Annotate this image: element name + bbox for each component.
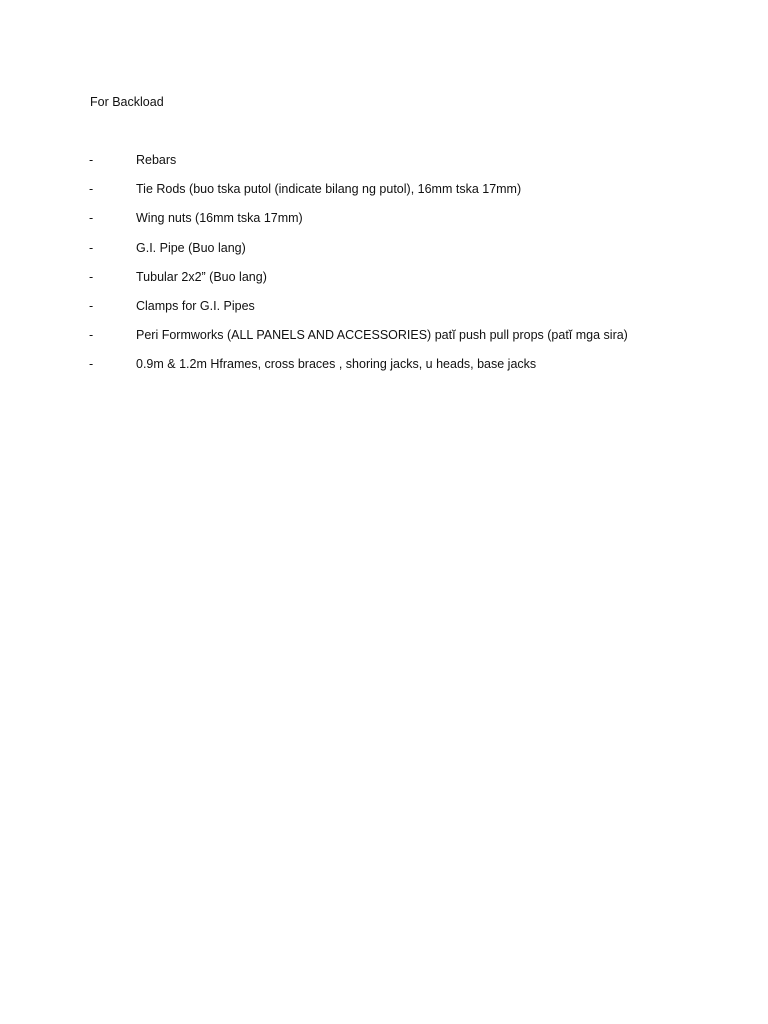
- list-bullet: -: [89, 240, 94, 255]
- list-item-text: 0.9m & 1.2m Hframes, cross braces , shoring jacks, u heads, base jacks: [136, 357, 537, 372]
- list-item-text: Wing nuts (16mm tska 17mm): [136, 211, 303, 226]
- document-heading: For Backload: [90, 95, 164, 109]
- backload-list: [0, 152, 768, 386]
- list-item: [0, 356, 768, 385]
- list-item-text: Tie Rods (buo tska putol (indicate bilang ng putol), 16mm tska 17mm): [136, 182, 522, 197]
- list-item: [0, 152, 768, 181]
- list-bullet: -: [89, 298, 94, 313]
- list-item-text: G.I. Pipe (Buo lang): [136, 240, 246, 255]
- list-item: [0, 298, 768, 327]
- list-bullet: -: [89, 153, 94, 167]
- list-bullet: -: [89, 357, 94, 372]
- list-bullet: -: [89, 182, 94, 197]
- list-item: [0, 210, 768, 239]
- list-item: [0, 240, 768, 269]
- list-item: [0, 181, 768, 210]
- list-item-text: Rebars: [136, 153, 177, 167]
- list-item-text: Peri Formworks (ALL PANELS AND ACCESSORIES) patĭ push pull props (patĭ mga sira): [136, 328, 628, 343]
- list-item: [0, 269, 768, 298]
- list-item-text: Tubular 2x2” (Buo lang): [136, 269, 267, 284]
- list-bullet: -: [89, 269, 94, 284]
- list-item: [0, 327, 768, 356]
- list-bullet: -: [89, 328, 94, 343]
- list-item-text: Clamps for G.I. Pipes: [136, 298, 255, 313]
- list-bullet: -: [89, 211, 94, 226]
